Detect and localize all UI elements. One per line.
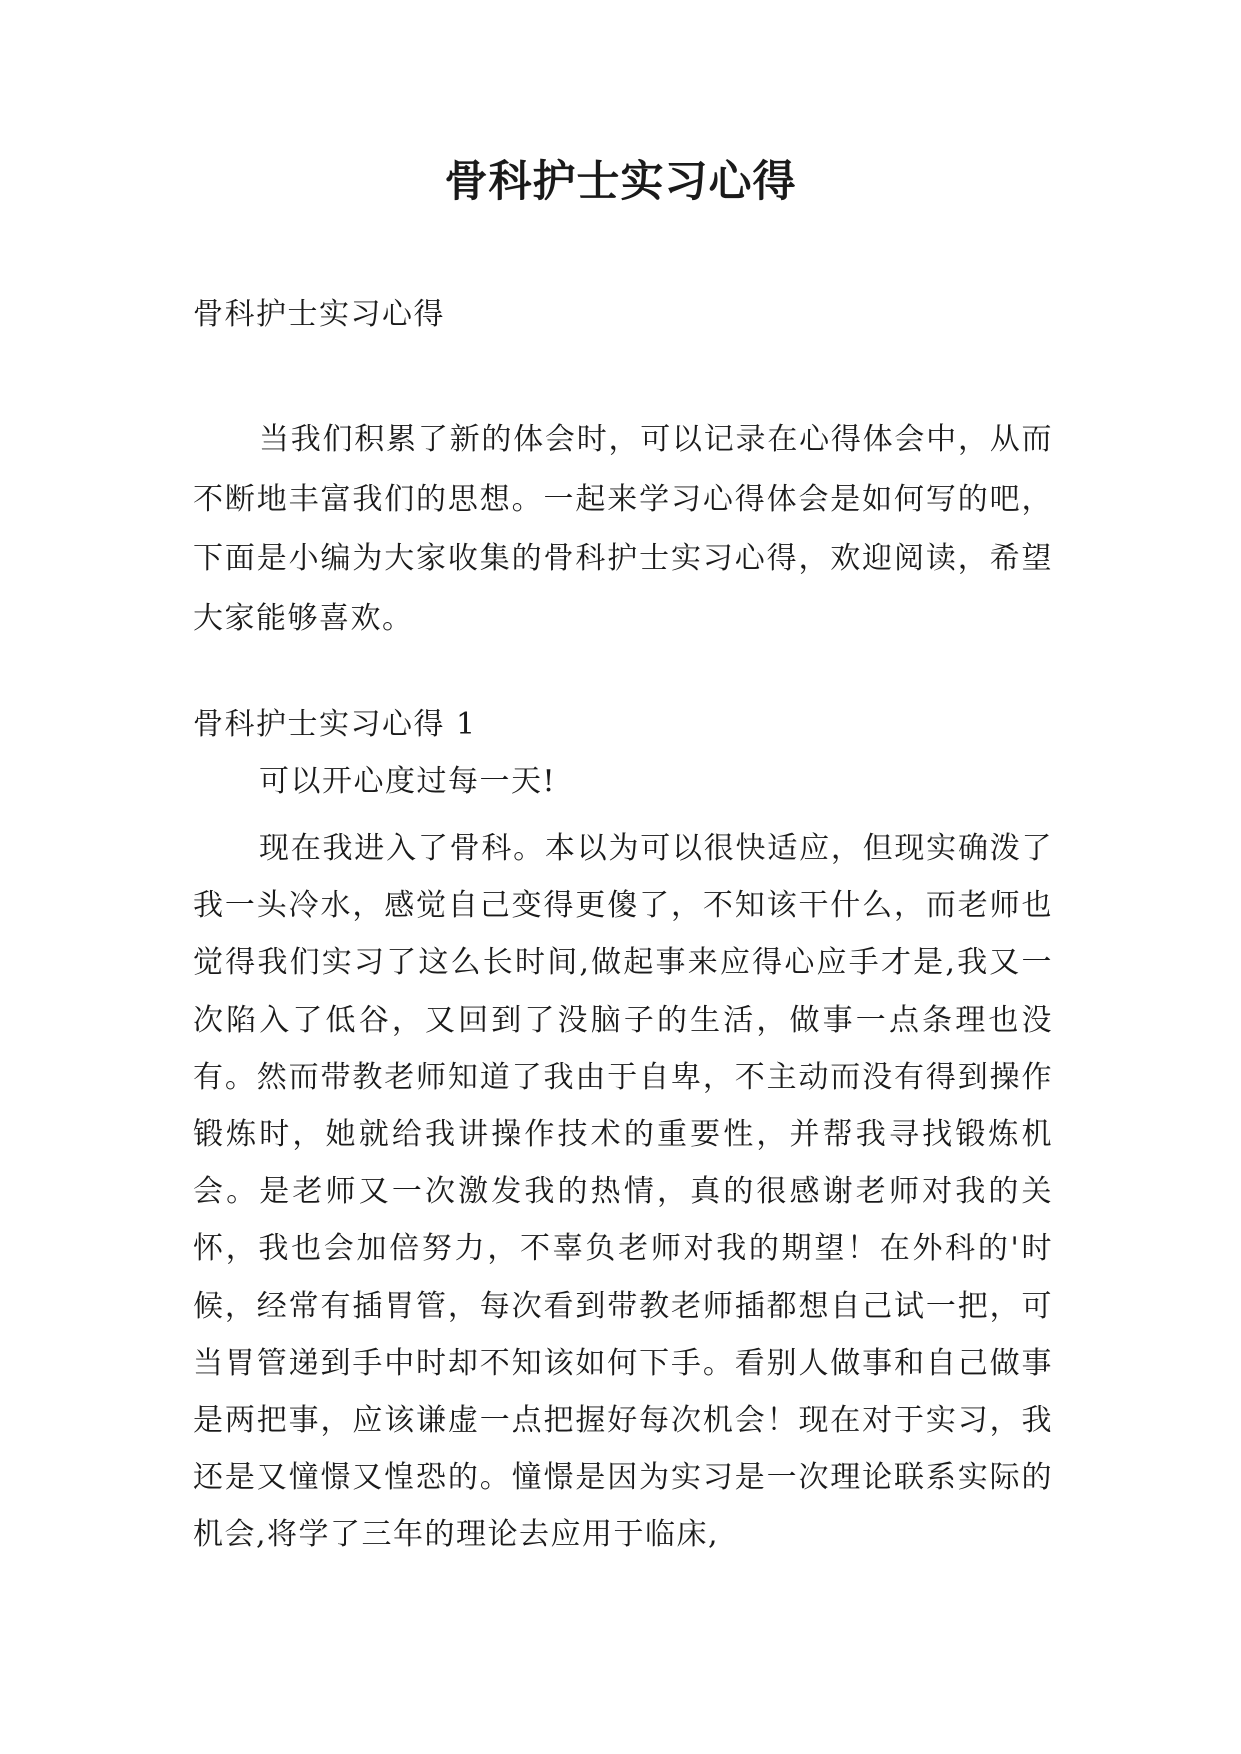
body-paragraph-1: 可以开心度过每一天! bbox=[259, 764, 557, 799]
document-title: 骨科护士实习心得 bbox=[444, 157, 797, 207]
body-paragraph-2: 现在我进入了骨科。本以为可以很快适应，但现实确泼了我一头冷水，感觉自己变得更傻了，不知该干什么，而老师也觉得我们实习了这么长时间,做起事来应得心应手才是,我又一次陷入了低谷，又回到了没脑子的生活，做事一点条理也没有。然而带教老师知道了我由于自卑，不主动而没有得到操作锻炼时，她就给我讲操作技术的重要性，并帮我寻找锻炼机会。是老师又一次激发我的热情，真的很感谢老师对我的关怀，我也会加倍努力，不辜负老师对我的期望！在外科的'时候，经常有插胃管，每次看到带教老师插都想自己试一把，可当胃管递到手中时却不知该如何下手。看别人做事和自己做事是两把事，应该谦虚一点把握好每次机会！现在对于实习，我还是又憧憬又惶恐的。憧憬是因为实习是一次理论联系实际的机会,将学了三年的理论去应用于临床, bbox=[193, 831, 1053, 1553]
section-heading: 骨科护士实习心得 1 bbox=[193, 707, 477, 742]
intro-paragraph: 当我们积累了新的体会时，可以记录在心得体会中，从而不断地丰富我们的思想。一起来学习心得体会是如何写的吧，下面是小编为大家收集的骨科护士实习心得，欢迎阅读，希望大家能够喜欢。 bbox=[193, 422, 1053, 636]
document-subtitle: 骨科护士实习心得 bbox=[193, 297, 445, 332]
